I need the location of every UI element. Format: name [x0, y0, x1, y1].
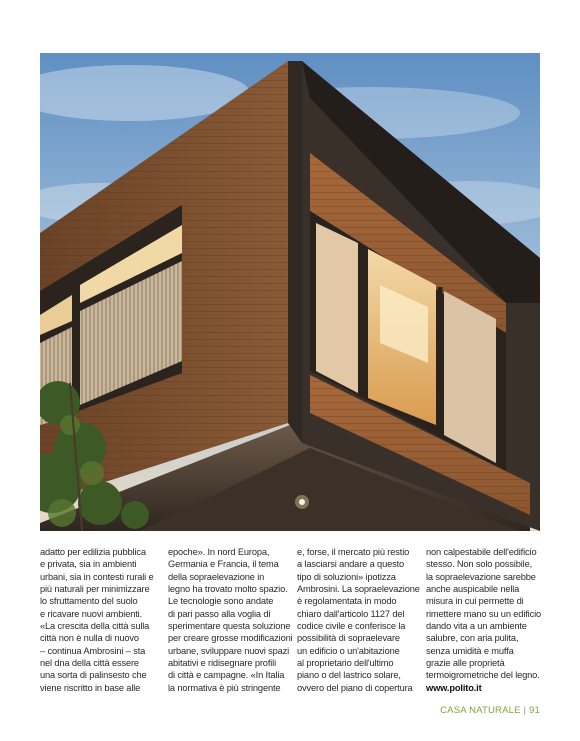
- text-line: salubre, con aria pulita,: [426, 633, 519, 644]
- text-line: Ambrosini. La sopraelevazione: [297, 584, 420, 595]
- text-line: nel dna della città essere: [40, 658, 139, 669]
- text-line: epoche». In nord Europa,: [168, 547, 270, 557]
- text-line: della sopraelevazione in: [168, 571, 265, 582]
- text-line: sperimentare questa soluzione: [168, 621, 291, 632]
- text-column-2: [168, 546, 293, 694]
- text-line: di città e campagne. «In Italia: [168, 670, 285, 681]
- text-line: e privata, sia in ambienti: [40, 559, 137, 570]
- footer-separator: |: [523, 705, 527, 716]
- page-number: 91: [529, 705, 540, 716]
- text-line: rimettere mano su un edificio: [426, 608, 542, 619]
- text-line: legno ha trovato molto spazio.: [168, 584, 288, 595]
- text-line: chiaro dall'articolo 1127 del: [297, 608, 405, 619]
- text-line: la normativa è più stringente: [168, 682, 281, 693]
- text-line: un edificio o un'abitazione: [297, 645, 400, 656]
- text-line: codice civile e conferisce la: [297, 621, 406, 632]
- text-line: a lasciarsi andare a questo: [297, 559, 405, 570]
- text-line: Le tecnologie sono andate: [168, 596, 274, 607]
- website-link[interactable]: www.polito.it: [426, 682, 482, 693]
- text-line: ovvero del piano di copertura: [297, 682, 413, 693]
- text-column-4: [426, 546, 544, 694]
- text-line: – continua Ambrosini – sta: [40, 645, 146, 656]
- text-line: termoigrometriche del legno.: [426, 670, 540, 681]
- text-line: urbani, sia in contesti rurali e: [40, 571, 154, 582]
- text-line: «La crescita della città sulla: [40, 621, 150, 632]
- text-column-3: [297, 546, 420, 694]
- text-line: al proprietario dell'ultimo: [297, 658, 394, 669]
- page-footer: [440, 705, 540, 716]
- text-line: di pari passo alla voglia di: [168, 608, 271, 619]
- text-line: la sopraelevazione sarebbe: [426, 571, 536, 582]
- text-line: tipo di soluzioni» ipotizza: [297, 571, 396, 582]
- text-line: lo sfruttamento del suolo: [40, 596, 138, 607]
- text-line: piano o del lastrico solare,: [297, 670, 401, 681]
- house-photo: [40, 53, 540, 531]
- text-line: stesso. Non solo possibile,: [426, 559, 533, 570]
- text-line: dando vita a un ambiente: [426, 621, 527, 632]
- text-line: più naturali per minimizzare: [40, 584, 150, 595]
- text-line: possibilità di sopraelevare: [297, 633, 400, 644]
- text-line: grazie alle proprietà: [426, 658, 505, 669]
- magazine-name: CASA NATURALE: [440, 705, 521, 716]
- text-line: non calpestabile dell'edificio: [426, 547, 537, 557]
- text-line: Germania e Francia, il tema: [168, 559, 279, 570]
- text-line: e, forse, il mercato più restio: [297, 547, 410, 557]
- text-line: adatto per edilizia pubblica: [40, 547, 146, 557]
- text-line: urbane, sviluppare nuovi spazi: [168, 645, 290, 656]
- article-text: [40, 546, 540, 696]
- text-line: senza umidità e muffa: [426, 645, 514, 656]
- text-line: abitativi e ridisegnare profili: [168, 658, 277, 669]
- text-line: città non è nulla di nuovo: [40, 633, 139, 644]
- text-line: è regolamentata in modo: [297, 596, 397, 607]
- text-line: viene riscritto in base alle: [40, 682, 141, 693]
- text-line: misura in cui permette di: [426, 596, 524, 607]
- text-column-1: [40, 546, 158, 694]
- text-line: una sorta di palinsesto che: [40, 670, 147, 681]
- text-line: e ricavare nuovi ambienti.: [40, 608, 143, 619]
- text-line: anche auspicabile nella: [426, 584, 520, 595]
- text-line: per creare grosse modificazioni: [168, 633, 293, 644]
